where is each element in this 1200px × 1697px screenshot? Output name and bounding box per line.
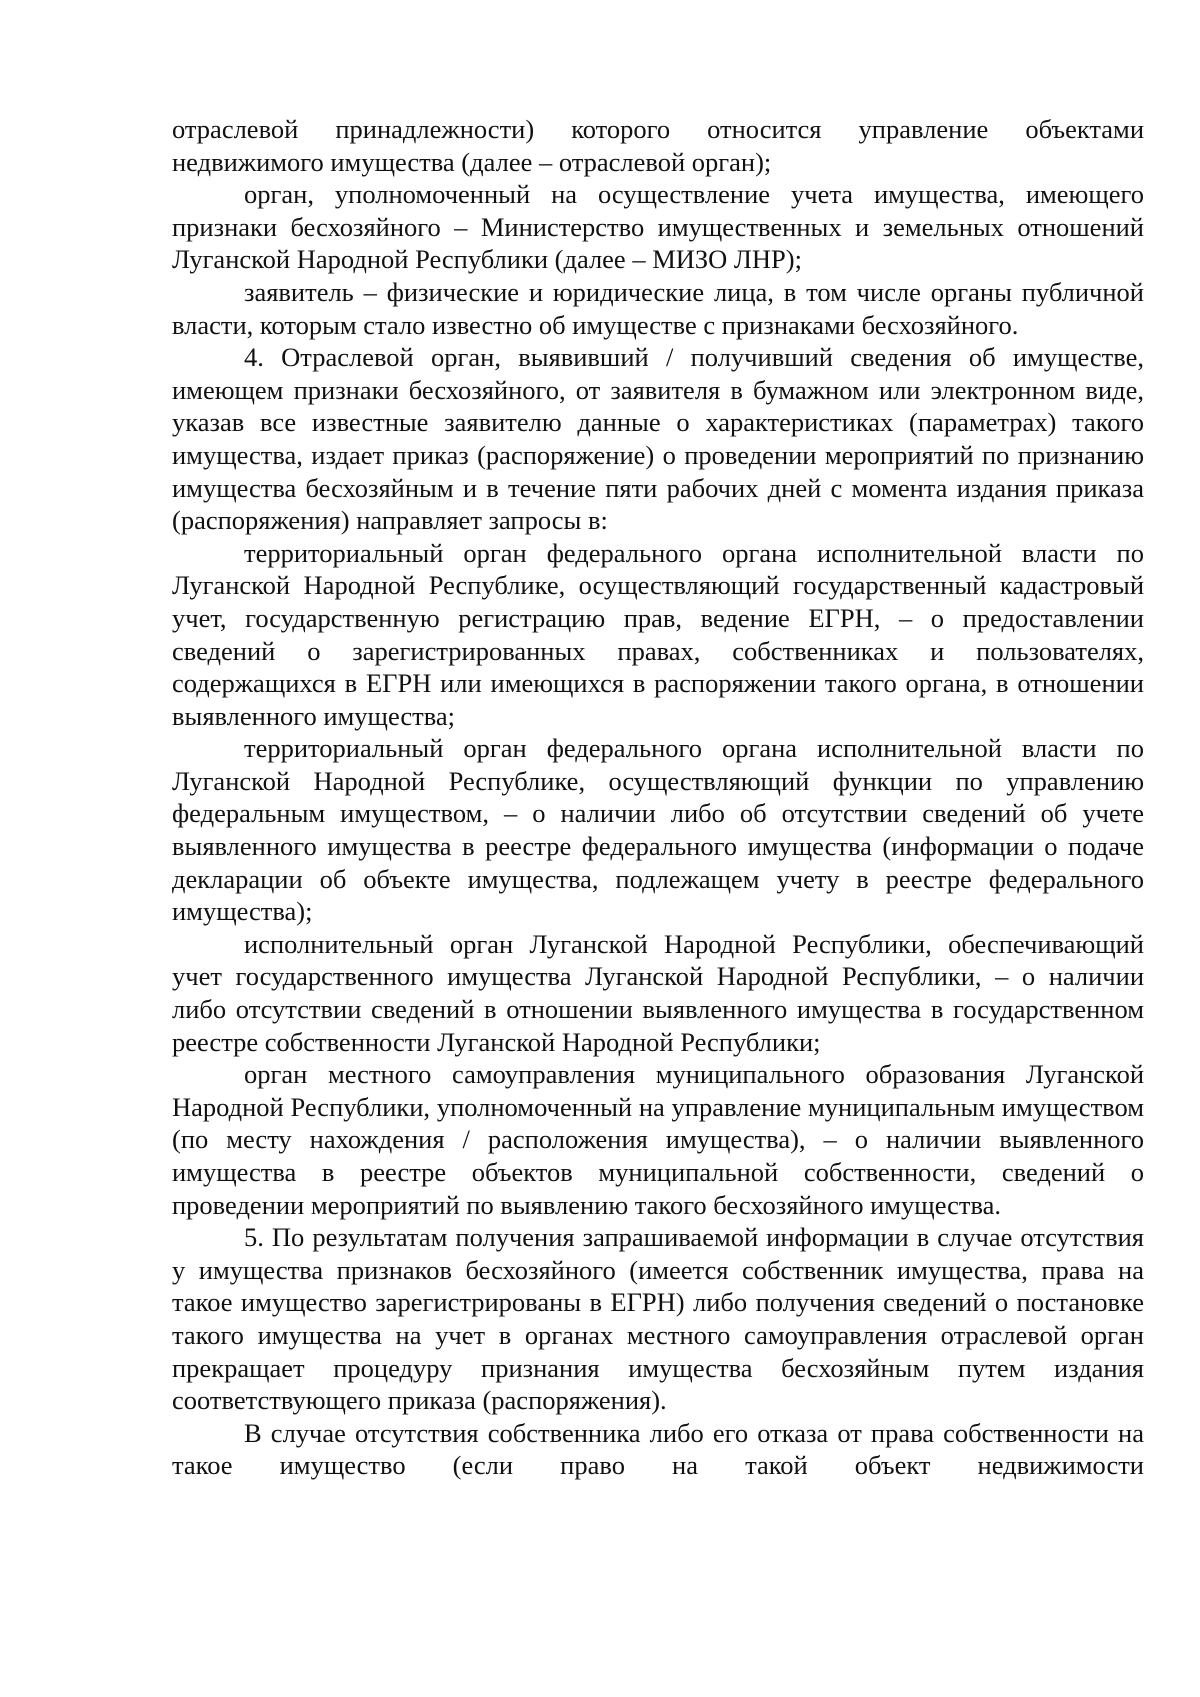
paragraph-mizo-definition: орган, уполномоченный на осуществление учета имущества, имеющего признаки бесхозяйного – Министерство имущественных и земельных отношений Луганской Народной Республики (далее – МИЗО ЛНР); (172, 179, 1144, 275)
paragraph-item-5: 5. По результатам получения запрашиваемой информации в случае отсутствия у имущества признаков бесхозяйного (имеется собственник имущества, права на такое имущество зарегистрированы в ЕГРН) либо получения сведений о постановке такого имущества на учет в органах местного самоуправления отраслевой орган прекращает процедуру признания имущества бесхозяйным путем издания соответствующего приказа (распоряжения). (172, 1222, 1144, 1416)
paragraph-item-4: 4. Отраслевой орган, выявивший / получивший сведения об имуществе, имеющем признаки бесхозяйного, от заявителя в бумажном или электронном виде, указав все известные заявителю данные о характеристиках (параметрах) такого имущества, издает приказ (распоряжение) о проведении мероприятий по признанию имущества бесхозяйным и в течение пяти рабочих дней с момента издания приказа (распоряжения) направляет запросы в: (172, 342, 1144, 536)
paragraph-request-federal-property: территориальный орган федерального органа исполнительной власти по Луганской Народной Республике, осуществляющий функции по управлению федеральным имуществом, – о наличии либо об отсутствии сведений об учете выявленного имущества в реестре федерального имущества (информации о подаче декларации об объекте имущества, подлежащем учету в реестре федерального имущества); (172, 733, 1144, 927)
paragraph-request-state-property: исполнительный орган Луганской Народной Республики, обеспечивающий учет государственного имущества Луганской Народной Республики, – о наличии либо отсутствии сведений в отношении выявленного имущества в государственном реестре собственности Луганской Народной Республики; (172, 928, 1144, 1057)
paragraph-request-egrn: территориальный орган федерального органа исполнительной власти по Луганской Народной Республике, осуществляющий государственный кадастровый учет, государственную регистрацию прав, ведение ЕГРН, – о предоставлении сведений о зарегистрированных правах, собственниках и пользователях, содержащихся в ЕГРН или имеющихся в распоряжении такого органа, в отношении выявленного имущества; (172, 537, 1144, 731)
paragraph-owner-absence: В случае отсутствия собственника либо его отказа от права собственности на такое имущество (если право на такой объект недвижимости (172, 1417, 1144, 1481)
document-body (172, 113, 1144, 1482)
paragraph-request-municipal: орган местного самоуправления муниципального образования Луганской Народной Республики, уполномоченный на управление муниципальным имуществом (по месту нахождения / расположения имущества), – о наличии выявленного имущества в реестре объектов муниципальной собственности, сведений о проведении мероприятий по выявлению такого бесхозяйного имущества. (172, 1059, 1144, 1220)
paragraph-continuation: отраслевой принадлежности) которого относится управление объектами недвижимого имущества (далее – отраслевой орган); (172, 114, 1144, 177)
paragraph-applicant-definition: заявитель – физические и юридические лица, в том числе органы публичной власти, которым стало известно об имуществе с признаками бесхозяйного. (172, 276, 1144, 340)
